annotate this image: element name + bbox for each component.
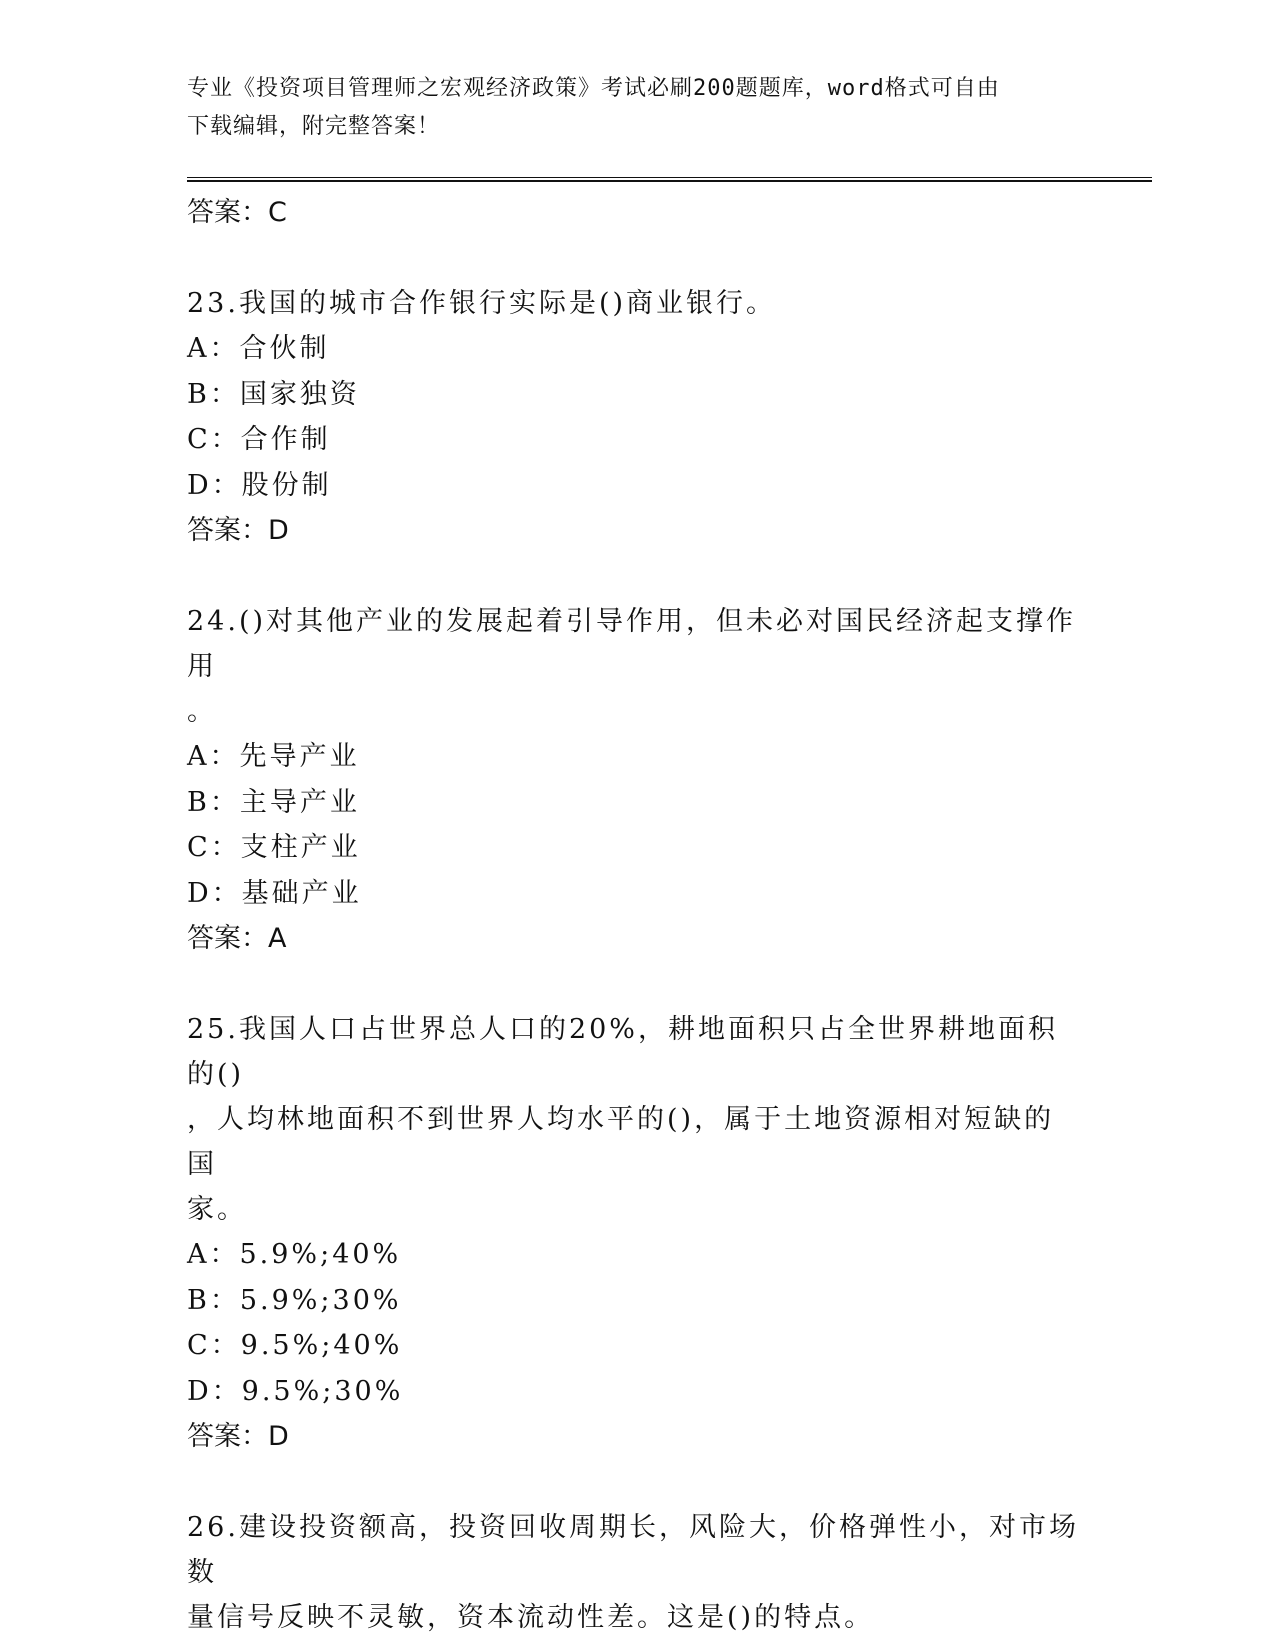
question-block <box>187 1007 1082 1459</box>
option-c: C：合作制 <box>187 424 331 455</box>
header-line-1: 专业《投资项目管理师之宏观经济政策》考试必刷200题题库，word格式可自由 <box>187 76 1000 101</box>
option-a: A：合伙制 <box>187 333 330 364</box>
question-block <box>187 281 1082 553</box>
option-d: D：股份制 <box>187 469 332 501</box>
option-d: D：9.5%;30% <box>187 1375 404 1407</box>
answer-line: 答案：A <box>187 923 287 954</box>
question-text: 23.我国的城市合作银行实际是()商业银行。 <box>187 288 777 319</box>
answer-line: 答案：D <box>187 515 289 546</box>
question-block <box>187 599 1082 961</box>
option-c: C：支柱产业 <box>187 832 361 863</box>
option-a: A：先导产业 <box>187 741 360 772</box>
question-block <box>187 1505 1082 1640</box>
question-text: 25.我国人口占世界总人口的20%，耕地面积只占全世界耕地面积的() <box>187 1014 1058 1090</box>
option-b: B：5.9%;30% <box>187 1284 402 1316</box>
option-b: B：国家独资 <box>187 378 360 410</box>
question-text: 26.建设投资额高，投资回收周期长，风险大，价格弹性小，对市场数 <box>187 1512 1079 1588</box>
option-a: A：5.9%;40% <box>187 1239 402 1270</box>
option-b: B：主导产业 <box>187 786 360 818</box>
option-c: C：9.5%;40% <box>187 1330 403 1361</box>
header-divider <box>187 177 1152 182</box>
question-text-cont: 量信号反映不灵敏，资本流动性差。这是()的特点。 <box>187 1602 875 1633</box>
question-text-cont: ，人均林地面积不到世界人均水平的()，属于土地资源相对短缺的国 <box>187 1104 1055 1180</box>
question-text: 24.()对其他产业的发展起着引导作用，但未必对国民经济起支撑作用 <box>187 606 1077 682</box>
question-text-cont: 家。 <box>187 1194 247 1225</box>
document-body <box>187 190 1082 1640</box>
option-d: D：基础产业 <box>187 877 362 909</box>
answer-line: 答案：C <box>187 197 287 228</box>
document-header <box>187 70 1082 146</box>
header-line-2: 下载编辑，附完整答案！ <box>187 114 441 139</box>
question-text-cont: 。 <box>187 696 217 727</box>
answer-line: 答案：D <box>187 1421 289 1452</box>
